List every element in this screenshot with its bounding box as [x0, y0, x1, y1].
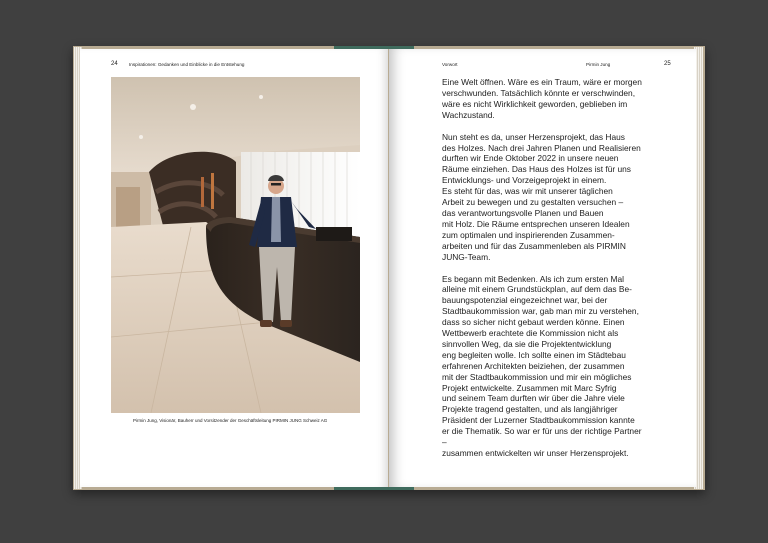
right-page-number: 25: [664, 61, 671, 67]
paragraph: Es begann mit Bedenken. Als ich zum ersten Mal alleine mit einem Grundstückplan, auf dem das Be- bauungspotenzial eingezeichnet war, bei der Stadtbaukommission war, gab man mir zu verstehen, dass so sicher nicht gebaut werden könne. Einen Wettbewerb erachtete die Kommission nicht als sinnvollen Weg, da sie die Projektentwicklung eng begleiten wolle. Ich sollte einen im Städtebau erfahrenen Architekten beiziehen, der zusammen mit der Stadtbaukommission und mir ein mögliches Projekt entwickelte. Zusammen mit Marc Syfrig und seinem Team durften wir über die Jahre viele Projekte tragend gestalten, und als langjähriger Präsident der Luzerner Stadtbaukommission kannte er die Thematik. So war er für uns der richtige Partner – zusammen entwickelten wir unser Herzensprojekt.: [442, 273, 642, 458]
left-running-head: Inspirationen: Gedanken und Einblicke in die Entstehung: [129, 62, 245, 67]
photo-caption: Pirmin Jung, Visionär, Bauherr und Vorsitzender der Geschäftsleitung PIRMIN JUNG Schweiz AG: [133, 418, 328, 423]
right-running-head: Pirmin Jung: [586, 62, 611, 67]
section-label: Vorwort: [442, 62, 458, 67]
left-page-number: 24: [111, 61, 118, 67]
portrait-photo: [111, 77, 360, 413]
foreword-text: [442, 77, 642, 470]
paragraph: Eine Welt öffnen. Wäre es ein Traum, wäre er morgen verschwunden. Tatsächlich könnte er verschwinden, wäre es nicht Wirklichkeit geworden, geblieben im Wachzustand.: [442, 77, 642, 120]
paragraph: Nun steht es da, unser Herzensprojekt, das Haus des Holzes. Nach drei Jahren Planen und Realisieren durften wir Ende Oktober 2022 in unsere neuen Räume einziehen. Das Haus des Holzes ist für uns Entwicklungs- und Vorzeigeprojekt in einem. Es steht für das, was wir mit unserer täglichen Arbeit zu bewegen und zu gestalten versuchen – das verantwortungsvolle Planen und Bauen mit Holz. Die Räume entsprechen unseren Idealen zum optimalen und inspirierenden Zusammen- arbeiten und für das Zusammenleben als PIRMIN JUNG-Team.: [442, 131, 641, 262]
book-spine-accent-bottom: [334, 487, 414, 490]
